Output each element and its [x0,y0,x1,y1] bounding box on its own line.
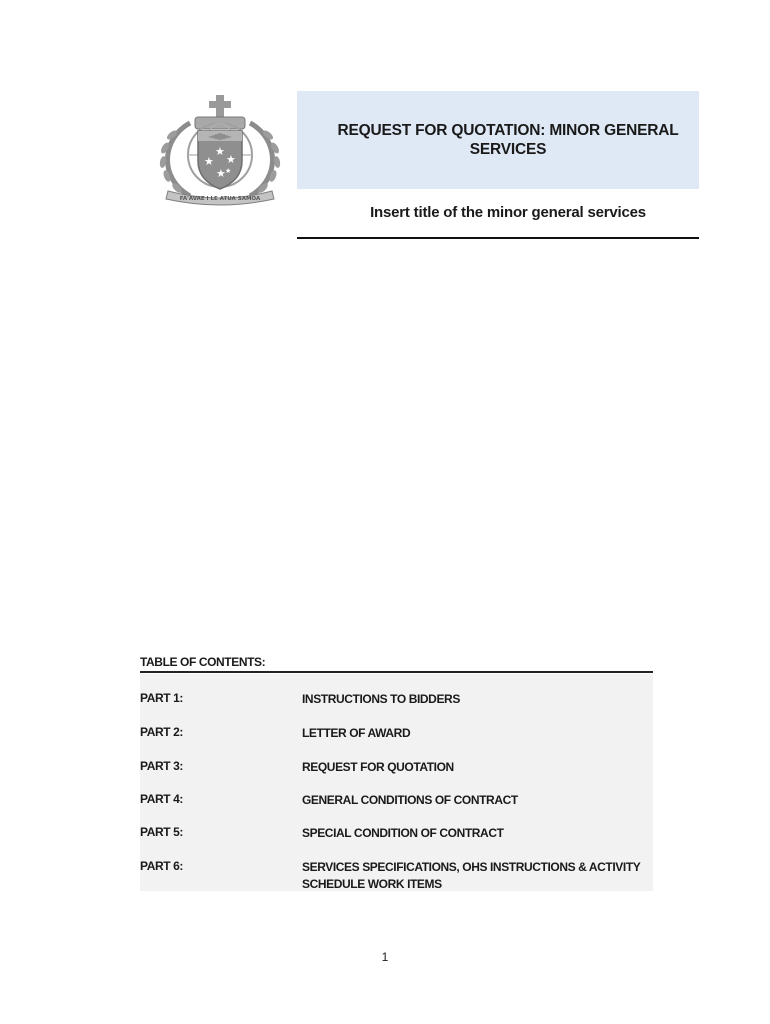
svg-text:FA'AVAE I LE ATUA SAMOA: FA'AVAE I LE ATUA SAMOA [179,196,261,202]
toc-part-label: PART 3: [140,759,183,773]
svg-text:★: ★ [226,153,236,166]
svg-text:★: ★ [204,155,214,168]
document-title: REQUEST FOR QUOTATION: MINOR GENERAL SERVICES [337,122,679,158]
toc-part-label: PART 2: [140,725,183,739]
toc-part-label: PART 1: [140,691,183,705]
toc-part-title: SERVICES SPECIFICATIONS, OHS INSTRUCTIONS & ACTIVITY SCHEDULE WORK ITEMS [302,860,641,891]
title-band [297,91,699,189]
toc-table [140,674,653,891]
toc-part-title: SPECIAL CONDITION OF CONTRACT [302,826,504,840]
toc-divider [140,671,653,673]
toc-part-label: PART 6: [140,859,183,873]
toc-part-title: INSTRUCTIONS TO BIDDERS [302,692,460,706]
toc-part-label: PART 4: [140,792,183,806]
svg-text:★: ★ [216,167,226,180]
document-subtitle: Insert title of the minor general services [370,204,646,221]
toc-heading: TABLE OF CONTENTS: [140,655,266,669]
toc-part-title: GENERAL CONDITIONS OF CONTRACT [302,793,518,807]
svg-text:★: ★ [215,145,225,158]
title-divider [297,237,699,239]
page-number: 1 [381,950,389,964]
toc-part-label: PART 5: [140,825,183,839]
coat-of-arms-emblem [150,93,290,208]
svg-text:★: ★ [225,167,232,175]
toc-part-title: LETTER OF AWARD [302,726,411,740]
toc-part-title: REQUEST FOR QUOTATION [302,760,454,774]
